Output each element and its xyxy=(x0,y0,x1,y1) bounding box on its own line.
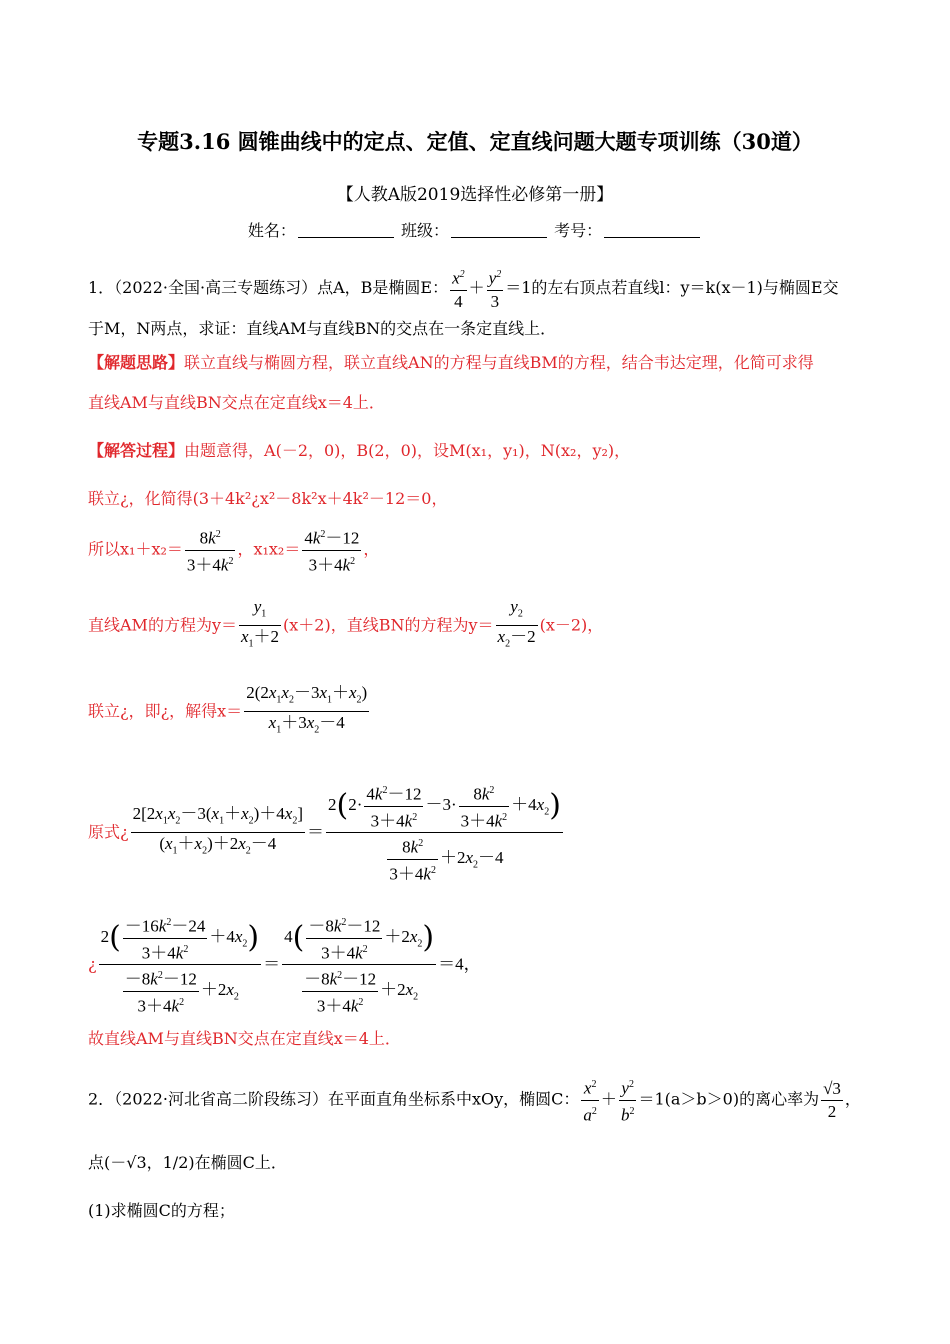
frac-x2-4: $\frac{x^2}{4}$ xyxy=(450,264,467,313)
exam-blank[interactable] xyxy=(604,223,700,238)
page-subtitle: 【人教A版2019选择性必修第一册】 xyxy=(336,185,614,205)
q1-step4: 联立¿，即¿，解得x＝ $\frac{2(2x_1x_2-3x_1+x_2)}{x_1+3x_2-4}$ xyxy=(88,682,371,742)
q1-step6: ¿ 2( $\frac{-16k^2-24}{3+4k^2}$ $+4x_2$) $\frac{-8k^2-12}{3+4k^2}$ $+2x_2$ ＝ 4( $\frac{-8k^2-12}{3+4k^2}$ $+2x_2$) $\frac{-8k^2-12}{3+4k^2}$ $+2x_2$ ＝4， xyxy=(88,912,481,1018)
frac-original: $\frac{2[2x_1x_2-3(x_1+x_2)+4x_2]}{(x_1+x_2)+2x_2-4}$ xyxy=(132,803,304,857)
frac-am: $\frac{y_1}{x_1+2}$ xyxy=(240,597,280,650)
q1-process: 【解答过程】由题意得，A(－2，0)，B(2，0)，设M(x₁，y₁)，N(x₂，y₂)， xyxy=(88,441,631,460)
q1-conclusion: 故直线AM与直线BN交点在定直线x＝4上． xyxy=(88,1029,401,1048)
q2-intro: 2．（2022·河北省高二阶段练习）在平面直角坐标系中xOy，椭圆C： $\frac{x^2}{a^2}$ ＋ $\frac{y^2}{b^2}$ ＝1(a＞b＞0)的离心率为 $\frac{√3}{2}$ ， xyxy=(88,1074,861,1126)
q1-line2: 于M，N两点，求证：直线AM与直线BN的交点在一条定直线上． xyxy=(88,319,557,338)
name-label: 姓名： xyxy=(247,221,296,240)
frac-simplified-1: 2( $\frac{-16k^2-24}{3+4k^2}$ $+4x_2$) $\frac{-8k^2-12}{3+4k^2}$ $+2x_2$ xyxy=(99,912,262,1018)
q1-step3: 直线AM的方程为y＝ $\frac{y_1}{x_1+2}$ (x＋2)，直线BN的方程为y＝ $\frac{y_2}{x_2-2}$ (x－2)， xyxy=(88,596,603,656)
student-info xyxy=(0,218,950,241)
frac-product: $\frac{4k^2-12}{3+4k^2}$ xyxy=(302,524,361,576)
frac-x2-a2: $\frac{x^2}{a^2}$ xyxy=(581,1074,599,1126)
q1-intro: 1．（2022·全国·高三专题练习）点A，B是椭圆E： $\frac{x^2}{4}$ ＋ $\frac{y^2}{3}$ ＝1的左右顶点若直线l：y＝k(x－1)与椭圆E交 xyxy=(88,264,839,313)
frac-substituted: 2(2· $\frac{4k^2-12}{3+4k^2}$ －3· $\frac{8k^2}{3+4k^2}$ $+4x_2$) $\frac{8k^2}{3+4k^2}$ $+2x_2-4$ xyxy=(326,780,563,886)
page-title: 专题3.16 圆锥曲线中的定点、定值、定直线问题大题专项训练（30道） xyxy=(137,129,813,154)
frac-solve-x: $\frac{2(2x_1x_2-3x_1+x_2)}{x_1+3x_2-4}$ xyxy=(246,683,368,736)
class-label: 班级： xyxy=(400,221,449,240)
q1-step2: 所以x₁＋x₂＝ $\frac{8k^2}{3+4k^2}$ ，x₁x₂＝ $\frac{4k^2-12}{3+4k^2}$ ， xyxy=(88,524,379,576)
frac-y2-3: $\frac{y^2}{3}$ xyxy=(487,264,504,313)
frac-eccentricity: $\frac{√3}{2}$ xyxy=(823,1078,841,1121)
frac-simplified-2: 4( $\frac{-8k^2-12}{3+4k^2}$ $+2x_2$) $\frac{-8k^2-12}{3+4k^2}$ $+2x_2$ xyxy=(282,912,436,1018)
q2-line2: 点(－√3，1/2)在椭圆C上． xyxy=(88,1153,287,1172)
name-blank[interactable] xyxy=(298,223,394,238)
class-blank[interactable] xyxy=(451,223,547,238)
q1-step1: 联立¿，化简得(3＋4k²¿x²－8k²x＋4k²－12＝0， xyxy=(88,489,448,508)
frac-y2-b2: $\frac{y^2}{b^2}$ xyxy=(619,1074,637,1126)
frac-bn: $\frac{y_2}{x_2-2}$ xyxy=(497,597,536,650)
exam-label: 考号： xyxy=(554,221,603,240)
q2-part1: (1)求椭圆C的方程； xyxy=(88,1201,235,1220)
q1-idea: 【解题思路】联立直线与椭圆方程，联立直线AN的方程与直线BM的方程，结合韦达定理，化简可求得 xyxy=(88,353,814,372)
frac-sum: $\frac{8k^2}{3+4k^2}$ xyxy=(185,524,236,576)
q1-step5: 原式¿ $\frac{2[2x_1x_2-3(x_1+x_2)+4x_2]}{(x_1+x_2)+2x_2-4}$ ＝ 2(2· $\frac{4k^2-12}{3+4k^2}$ －3· $\frac{8k^2}{3+4k^2}$ $+4x_2$) $\frac{8k^2}{3+4k^2}$ $+2x_2-4$ xyxy=(88,780,565,886)
q1-idea-line2: 直线AM与直线BN交点在定直线x＝4上． xyxy=(88,393,385,412)
